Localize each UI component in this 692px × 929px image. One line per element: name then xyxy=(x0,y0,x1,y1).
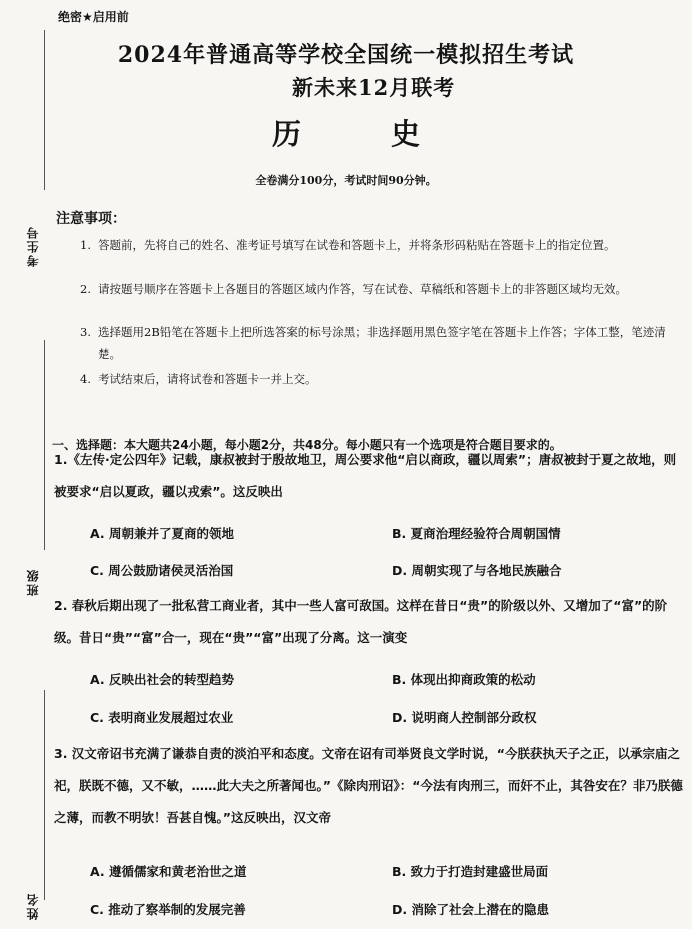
notice-text: 请按题号顺序在答题卡上各题目的答题区域内作答，写在试卷、草稿纸和答题卡上的非答题区域均无效。 xyxy=(98,282,627,296)
class-label: 班级 xyxy=(26,568,40,596)
question-2-stem: 2. 春秋后期出现了一批私营工商业者，其中一些人富可敌国。这样在昔日“贵”的阶级以外、又增加了“富”的阶级。昔日“贵”“富”合一，现在“贵”“富”出现了分离。这一演变 xyxy=(54,598,668,645)
question-2-option-a: A. 反映出社会的转型趋势 xyxy=(90,672,235,687)
notice-title: 注意事项： xyxy=(56,211,126,227)
question-1-option-c: C. 周公鼓励诸侯灵活治国 xyxy=(90,563,234,578)
margin-line-bottom xyxy=(44,690,45,900)
question-2-option-d: D. 说明商人控制部分政权 xyxy=(392,710,537,725)
question-2-option-c: C. 表明商业发展超过农业 xyxy=(90,710,234,725)
notice-num: 3. xyxy=(80,325,91,339)
notice-item-2 xyxy=(82,278,672,300)
question-1-option-b: B. 夏商治理经验符合周朝国情 xyxy=(392,526,561,541)
subject-title: 历 史 xyxy=(271,117,461,151)
margin-line-mid xyxy=(44,340,45,550)
score-info: 全卷满分100分，考试时间90分钟。 xyxy=(255,174,437,187)
question-3-option-c: C. 推动了察举制的发展完善 xyxy=(90,902,246,917)
question-3-option-d: D. 消除了社会上潜在的隐患 xyxy=(392,902,549,917)
notice-text: 选择题用2B铅笔在答题卡上把所选答案的标号涂黑；非选择题用黑色签字笔在答题卡上作答；字体工整，笔迹清楚。 xyxy=(98,325,666,361)
notice-item-1 xyxy=(82,234,672,256)
question-1-stem: 1.《左传·定公四年》记载，康叔被封于殷故地卫，周公要求他“启以商政，疆以周索”；唐叔被封于夏之故地，则被要求“启以夏政，疆以戎索”。这反映出 xyxy=(54,452,677,499)
section-title: 一、选择题：本大题共24小题，每小题2分，共48分。每小题只有一个选项是符合题目要求的。 xyxy=(52,438,562,452)
question-3-option-b: B. 致力于打造封建盛世局面 xyxy=(392,864,549,879)
exam-subtitle: 新未来12月联考 xyxy=(292,75,456,100)
name-label: 姓名 xyxy=(26,892,40,920)
notice-item-4 xyxy=(82,368,672,390)
notice-num: 1. xyxy=(80,238,91,252)
secret-tag: 绝密★启用前 xyxy=(58,10,129,24)
notice-num: 2. xyxy=(80,282,91,296)
question-2-option-b: B. 体现出抑商政策的松动 xyxy=(392,672,536,687)
notice-item-3 xyxy=(82,321,672,365)
question-3-stem: 3. 汉文帝诏书充满了谦恭自责的淡泊平和态度。文帝在诏有司举贤良文学时说，“今朕获执天子之正，以承宗庙之祀，朕既不德，又不敏，……此大夫之所著闻也。”《除肉刑诏》：“今法有肉刑三，而奸不止，其咎安在？非乃朕德之薄，而教不明欤！吾甚自愧。”这反映出，汉文帝 xyxy=(54,746,683,825)
exam-title: 2024年普通高等学校全国统一模拟招生考试 xyxy=(117,42,575,68)
question-1-option-a: A. 周朝兼并了夏商的领地 xyxy=(90,526,235,541)
exam-number-label: 考生号 xyxy=(26,225,40,267)
question-1-option-d: D. 周朝实现了与各地民族融合 xyxy=(392,563,562,578)
notice-text: 答题前，先将自己的姓名、准考证号填写在试卷和答题卡上，并将条形码粘贴在答题卡上的指定位置。 xyxy=(98,238,616,252)
notice-num: 4. xyxy=(80,372,91,386)
question-3-option-a: A. 遵循儒家和黄老治世之道 xyxy=(90,864,247,879)
notice-text: 考试结束后，请将试卷和答题卡一并上交。 xyxy=(98,372,317,386)
